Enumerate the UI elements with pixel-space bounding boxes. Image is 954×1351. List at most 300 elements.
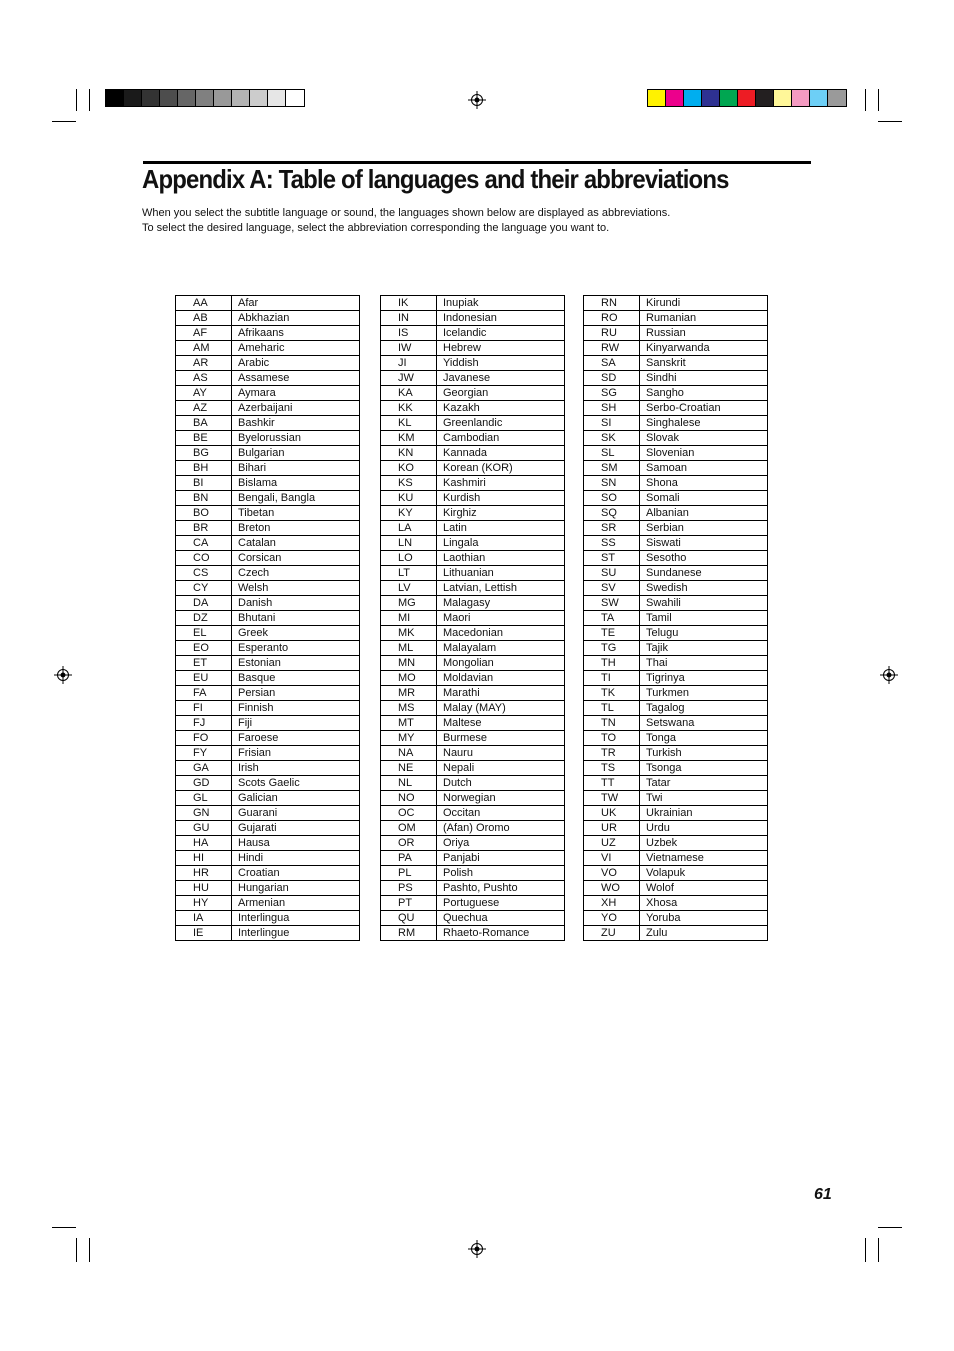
language-code: BR	[176, 521, 232, 536]
language-code: DZ	[176, 611, 232, 626]
language-code: SA	[584, 356, 640, 371]
table-row	[176, 476, 360, 491]
table-row	[176, 896, 360, 911]
table-row	[381, 401, 565, 416]
language-code: BI	[176, 476, 232, 491]
language-name: Frisian	[232, 746, 360, 761]
table-row	[176, 581, 360, 596]
table-row	[176, 536, 360, 551]
language-name: Tagalog	[640, 701, 768, 716]
table-row	[176, 761, 360, 776]
table-row	[584, 386, 768, 401]
language-code: IS	[381, 326, 437, 341]
table-row	[381, 506, 565, 521]
table-row	[381, 731, 565, 746]
language-name: Laothian	[437, 551, 565, 566]
language-name: Latvian, Lettish	[437, 581, 565, 596]
table-row	[176, 716, 360, 731]
language-code: GN	[176, 806, 232, 821]
language-name: Bhutani	[232, 611, 360, 626]
language-name: Corsican	[232, 551, 360, 566]
language-name: Portuguese	[437, 896, 565, 911]
language-code: SN	[584, 476, 640, 491]
table-row	[584, 851, 768, 866]
table-row	[381, 791, 565, 806]
language-name: Icelandic	[437, 326, 565, 341]
language-code: QU	[381, 911, 437, 926]
language-code: EO	[176, 641, 232, 656]
language-code: BA	[176, 416, 232, 431]
language-code: IK	[381, 296, 437, 311]
table-row	[584, 671, 768, 686]
language-name: Croatian	[232, 866, 360, 881]
language-name: Russian	[640, 326, 768, 341]
language-name: Nauru	[437, 746, 565, 761]
language-code: SU	[584, 566, 640, 581]
language-code: TL	[584, 701, 640, 716]
table-row	[584, 416, 768, 431]
table-row	[584, 821, 768, 836]
table-row	[176, 341, 360, 356]
language-name: Uzbek	[640, 836, 768, 851]
calibration-swatch	[666, 90, 684, 106]
registration-mark-icon	[468, 1240, 486, 1258]
table-row	[176, 386, 360, 401]
table-row	[381, 341, 565, 356]
language-name: Lingala	[437, 536, 565, 551]
table-row	[176, 611, 360, 626]
language-code: LN	[381, 536, 437, 551]
table-row	[381, 866, 565, 881]
language-name: Kashmiri	[437, 476, 565, 491]
language-name: Latin	[437, 521, 565, 536]
language-name: Singhalese	[640, 416, 768, 431]
language-code: CS	[176, 566, 232, 581]
language-name: Hebrew	[437, 341, 565, 356]
language-code: CY	[176, 581, 232, 596]
language-code: LO	[381, 551, 437, 566]
language-name: Hausa	[232, 836, 360, 851]
table-row	[176, 911, 360, 926]
table-row	[381, 581, 565, 596]
table-row	[176, 776, 360, 791]
language-code: TK	[584, 686, 640, 701]
table-row	[381, 641, 565, 656]
table-row	[381, 536, 565, 551]
language-code: TT	[584, 776, 640, 791]
language-code: AM	[176, 341, 232, 356]
language-code: MS	[381, 701, 437, 716]
language-code: OM	[381, 821, 437, 836]
language-code: SV	[584, 581, 640, 596]
language-code: HI	[176, 851, 232, 866]
language-code: UZ	[584, 836, 640, 851]
table-row	[584, 731, 768, 746]
table-row	[584, 881, 768, 896]
table-row	[381, 626, 565, 641]
table-row	[176, 446, 360, 461]
language-name: Inupiak	[437, 296, 565, 311]
language-code: LA	[381, 521, 437, 536]
language-name: Kirghiz	[437, 506, 565, 521]
language-name: Afrikaans	[232, 326, 360, 341]
language-name: Sesotho	[640, 551, 768, 566]
language-name: Rumanian	[640, 311, 768, 326]
table-row	[176, 461, 360, 476]
page-number: 61	[814, 1186, 832, 1203]
table-row	[584, 356, 768, 371]
calibration-swatch	[250, 90, 268, 106]
language-code: SO	[584, 491, 640, 506]
language-name: Bihari	[232, 461, 360, 476]
language-name: Danish	[232, 596, 360, 611]
language-code: RW	[584, 341, 640, 356]
language-name: Estonian	[232, 656, 360, 671]
language-code: PT	[381, 896, 437, 911]
language-table-3	[583, 295, 768, 941]
table-row	[176, 626, 360, 641]
language-code: SQ	[584, 506, 640, 521]
table-row	[584, 596, 768, 611]
language-name: Bulgarian	[232, 446, 360, 461]
table-row	[584, 656, 768, 671]
language-name: Vietnamese	[640, 851, 768, 866]
table-row	[176, 731, 360, 746]
language-code: AY	[176, 386, 232, 401]
color-calibration-bar	[647, 89, 847, 107]
language-name: Siswati	[640, 536, 768, 551]
table-row	[381, 611, 565, 626]
language-name: Turkish	[640, 746, 768, 761]
language-name: Gujarati	[232, 821, 360, 836]
language-name: Dutch	[437, 776, 565, 791]
calibration-swatch	[648, 90, 666, 106]
table-row	[381, 311, 565, 326]
language-code: IW	[381, 341, 437, 356]
language-code: IE	[176, 926, 232, 941]
intro-line-1: When you select the subtitle language or sound, the languages shown below are displayed as abbreviations.	[142, 207, 671, 219]
language-name: Swahili	[640, 596, 768, 611]
language-code: IN	[381, 311, 437, 326]
language-name: Cambodian	[437, 431, 565, 446]
table-row	[584, 491, 768, 506]
language-name: Wolof	[640, 881, 768, 896]
table-row	[584, 551, 768, 566]
table-row	[584, 401, 768, 416]
table-row	[584, 746, 768, 761]
language-code: KS	[381, 476, 437, 491]
table-row	[176, 371, 360, 386]
language-code: PL	[381, 866, 437, 881]
language-name: Byelorussian	[232, 431, 360, 446]
table-row	[584, 371, 768, 386]
calibration-swatch	[738, 90, 756, 106]
table-row	[381, 881, 565, 896]
table-row	[381, 416, 565, 431]
language-name: Urdu	[640, 821, 768, 836]
table-row	[176, 296, 360, 311]
language-name: Kinyarwanda	[640, 341, 768, 356]
calibration-swatch	[774, 90, 792, 106]
table-row	[381, 596, 565, 611]
language-name: Thai	[640, 656, 768, 671]
table-row	[584, 611, 768, 626]
table-row	[584, 296, 768, 311]
language-code: TH	[584, 656, 640, 671]
language-table-2	[380, 295, 565, 941]
calibration-swatch	[142, 90, 160, 106]
language-code: PS	[381, 881, 437, 896]
language-code: RN	[584, 296, 640, 311]
language-name: Kirundi	[640, 296, 768, 311]
language-code: FI	[176, 701, 232, 716]
table-row	[381, 806, 565, 821]
language-table-1	[175, 295, 360, 941]
table-row	[584, 776, 768, 791]
language-name: Persian	[232, 686, 360, 701]
language-code: TS	[584, 761, 640, 776]
language-name: Malay (MAY)	[437, 701, 565, 716]
language-code: BE	[176, 431, 232, 446]
language-code: CO	[176, 551, 232, 566]
language-code: MO	[381, 671, 437, 686]
language-code: RU	[584, 326, 640, 341]
language-name: Somali	[640, 491, 768, 506]
language-name: Kannada	[437, 446, 565, 461]
language-name: Hindi	[232, 851, 360, 866]
language-name: Afar	[232, 296, 360, 311]
language-name: Esperanto	[232, 641, 360, 656]
language-code: HU	[176, 881, 232, 896]
language-name: Ameharic	[232, 341, 360, 356]
language-name: Abkhazian	[232, 311, 360, 326]
language-name: Tatar	[640, 776, 768, 791]
calibration-swatch	[214, 90, 232, 106]
language-name: Tigrinya	[640, 671, 768, 686]
language-code: TG	[584, 641, 640, 656]
language-name: Interlingue	[232, 926, 360, 941]
language-name: Bislama	[232, 476, 360, 491]
language-code: IA	[176, 911, 232, 926]
language-name: Slovenian	[640, 446, 768, 461]
table-row	[176, 806, 360, 821]
table-row	[584, 581, 768, 596]
calibration-swatch	[106, 90, 124, 106]
language-name: Greenlandic	[437, 416, 565, 431]
table-row	[176, 326, 360, 341]
language-name: Fiji	[232, 716, 360, 731]
language-code: MI	[381, 611, 437, 626]
table-row	[381, 566, 565, 581]
language-name: Turkmen	[640, 686, 768, 701]
language-name: Sanskrit	[640, 356, 768, 371]
language-name: Armenian	[232, 896, 360, 911]
table-row	[176, 821, 360, 836]
calibration-swatch	[196, 90, 214, 106]
language-name: Tibetan	[232, 506, 360, 521]
language-code: KY	[381, 506, 437, 521]
language-code: ML	[381, 641, 437, 656]
language-code: ST	[584, 551, 640, 566]
language-name: Moldavian	[437, 671, 565, 686]
table-row	[381, 686, 565, 701]
language-name: Quechua	[437, 911, 565, 926]
language-code: TA	[584, 611, 640, 626]
table-row	[584, 791, 768, 806]
language-code: FY	[176, 746, 232, 761]
table-row	[584, 716, 768, 731]
table-row	[176, 836, 360, 851]
language-code: KA	[381, 386, 437, 401]
language-code: AR	[176, 356, 232, 371]
language-code: TO	[584, 731, 640, 746]
language-name: Pashto, Pushto	[437, 881, 565, 896]
table-row	[381, 551, 565, 566]
language-code: XH	[584, 896, 640, 911]
language-name: Finnish	[232, 701, 360, 716]
table-row	[584, 701, 768, 716]
language-code: VI	[584, 851, 640, 866]
language-code: SR	[584, 521, 640, 536]
language-code: BH	[176, 461, 232, 476]
table-row	[176, 746, 360, 761]
table-row	[381, 821, 565, 836]
table-row	[584, 521, 768, 536]
language-code: SS	[584, 536, 640, 551]
table-row	[584, 761, 768, 776]
table-row	[176, 671, 360, 686]
table-row	[176, 656, 360, 671]
language-code: PA	[381, 851, 437, 866]
language-code: OR	[381, 836, 437, 851]
language-name: Assamese	[232, 371, 360, 386]
language-name: Albanian	[640, 506, 768, 521]
language-code: NO	[381, 791, 437, 806]
language-name: Scots Gaelic	[232, 776, 360, 791]
table-row	[381, 761, 565, 776]
language-code: FO	[176, 731, 232, 746]
language-code: KL	[381, 416, 437, 431]
table-row	[381, 356, 565, 371]
language-code: UR	[584, 821, 640, 836]
calibration-swatch	[684, 90, 702, 106]
language-code: MN	[381, 656, 437, 671]
language-code: SW	[584, 596, 640, 611]
language-code: OC	[381, 806, 437, 821]
table-row	[381, 671, 565, 686]
table-row	[176, 866, 360, 881]
table-row	[584, 566, 768, 581]
language-name: Bashkir	[232, 416, 360, 431]
language-name: Basque	[232, 671, 360, 686]
language-code: SD	[584, 371, 640, 386]
language-name: Czech	[232, 566, 360, 581]
language-name: Yiddish	[437, 356, 565, 371]
table-row	[584, 311, 768, 326]
language-code: HR	[176, 866, 232, 881]
language-name: Nepali	[437, 761, 565, 776]
table-row	[176, 596, 360, 611]
table-row	[176, 506, 360, 521]
language-code: KU	[381, 491, 437, 506]
table-row	[176, 401, 360, 416]
language-name: Marathi	[437, 686, 565, 701]
language-code: BN	[176, 491, 232, 506]
language-name: Norwegian	[437, 791, 565, 806]
table-row	[381, 461, 565, 476]
language-code: MY	[381, 731, 437, 746]
language-code: NE	[381, 761, 437, 776]
language-code: BO	[176, 506, 232, 521]
language-name: Guarani	[232, 806, 360, 821]
language-code: LT	[381, 566, 437, 581]
language-name: Slovak	[640, 431, 768, 446]
table-row	[381, 851, 565, 866]
table-row	[176, 686, 360, 701]
language-code: FJ	[176, 716, 232, 731]
registration-mark-icon	[54, 666, 72, 684]
language-name: Telugu	[640, 626, 768, 641]
language-name: Shona	[640, 476, 768, 491]
language-code: WO	[584, 881, 640, 896]
language-code: AS	[176, 371, 232, 386]
language-name: Xhosa	[640, 896, 768, 911]
calibration-swatch	[232, 90, 250, 106]
language-name: Indonesian	[437, 311, 565, 326]
table-row	[176, 491, 360, 506]
calibration-swatch	[828, 90, 846, 106]
table-row	[381, 431, 565, 446]
language-code: MT	[381, 716, 437, 731]
language-name: Malayalam	[437, 641, 565, 656]
language-name: Lithuanian	[437, 566, 565, 581]
language-code: LV	[381, 581, 437, 596]
language-name: Volapuk	[640, 866, 768, 881]
language-code: RM	[381, 926, 437, 941]
language-code: ZU	[584, 926, 640, 941]
language-name: Georgian	[437, 386, 565, 401]
language-name: Aymara	[232, 386, 360, 401]
table-row	[381, 296, 565, 311]
language-code: TI	[584, 671, 640, 686]
table-row	[584, 461, 768, 476]
language-code: SL	[584, 446, 640, 461]
calibration-swatch	[286, 90, 304, 106]
table-row	[584, 476, 768, 491]
language-code: FA	[176, 686, 232, 701]
language-code: NA	[381, 746, 437, 761]
language-code: EU	[176, 671, 232, 686]
language-code: KM	[381, 431, 437, 446]
language-name: Maori	[437, 611, 565, 626]
table-row	[381, 911, 565, 926]
grayscale-calibration-bar	[105, 89, 305, 107]
table-row	[584, 641, 768, 656]
language-code: KK	[381, 401, 437, 416]
language-name: Samoan	[640, 461, 768, 476]
language-code: MR	[381, 686, 437, 701]
language-name: Javanese	[437, 371, 565, 386]
language-name: Macedonian	[437, 626, 565, 641]
table-row	[584, 866, 768, 881]
table-row	[584, 836, 768, 851]
registration-mark-icon	[880, 666, 898, 684]
table-row	[584, 626, 768, 641]
language-name: Malagasy	[437, 596, 565, 611]
language-name: Setswana	[640, 716, 768, 731]
language-code: JW	[381, 371, 437, 386]
table-row	[381, 656, 565, 671]
